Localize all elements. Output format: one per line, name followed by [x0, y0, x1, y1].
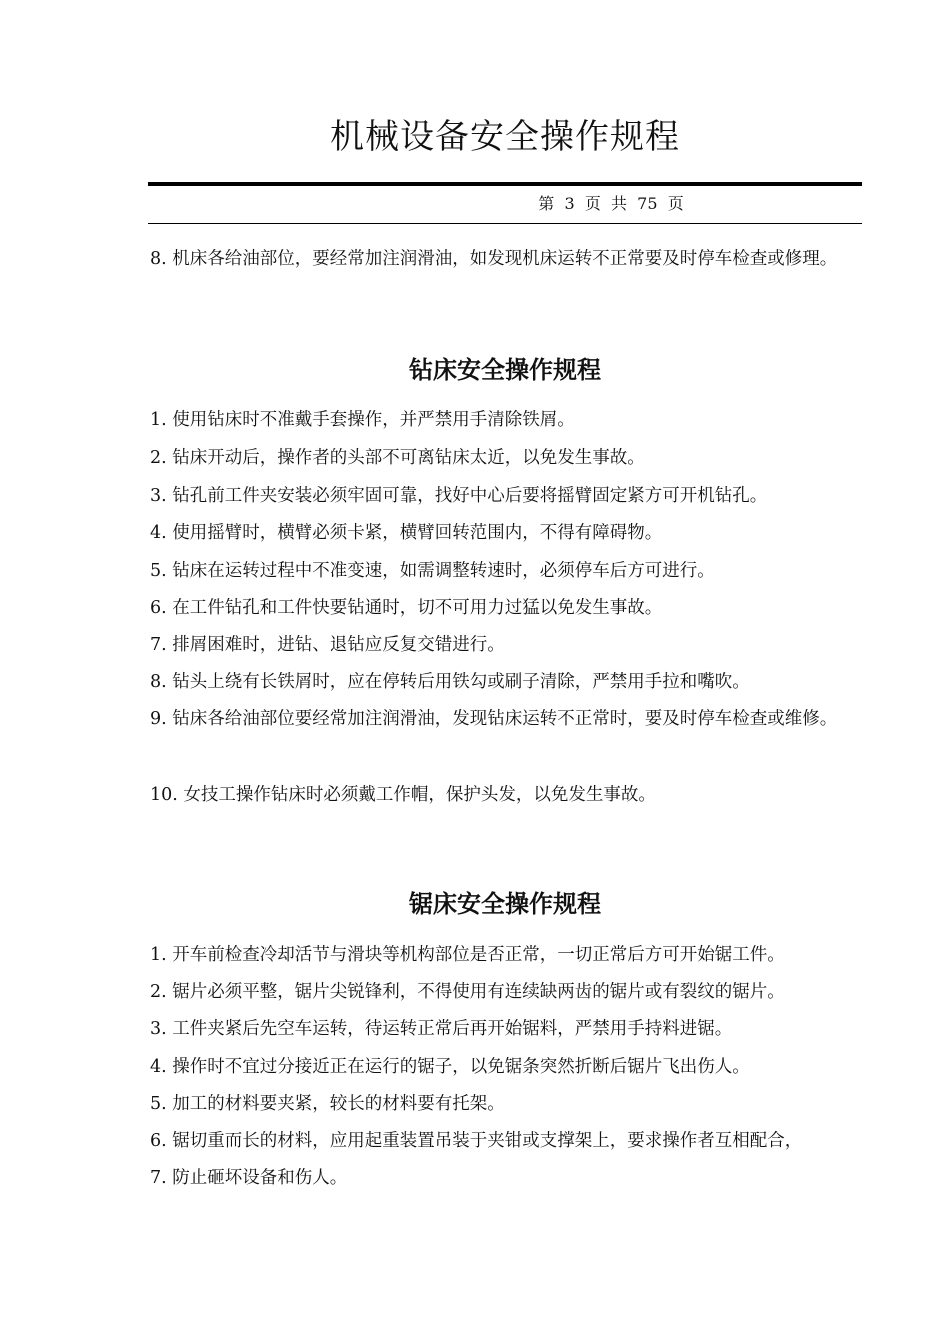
page-indicator: 第 3 页 共 75 页 — [538, 194, 684, 213]
list-item: 4. 使用摇臂时，横臂必须卡紧，横臂回转范围内，不得有障碍物。 — [150, 523, 663, 543]
list-item: 7. 防止砸坏设备和伤人。 — [150, 1168, 348, 1188]
list-item: 2. 钻床开动后，操作者的头部不可离钻床太近，以免发生事故。 — [150, 448, 645, 468]
list-item: 3. 钻孔前工件夹安装必须牢固可靠，找好中心后要将摇臂固定紧方可开机钻孔。 — [150, 486, 768, 506]
list-item: 1. 开车前检查冷却活节与滑块等机构部位是否正常，一切正常后方可开始锯工件。 — [150, 945, 785, 965]
list-item: 5. 加工的材料要夹紧，较长的材料要有托架。 — [150, 1094, 505, 1114]
section-title-drill: 钻床安全操作规程 — [409, 355, 601, 384]
document-title: 机械设备安全操作规程 — [330, 117, 680, 157]
list-item: 6. 在工件钻孔和工件快要钻通时，切不可用力过猛以免发生事故。 — [150, 598, 663, 618]
header-rule-thin — [148, 223, 862, 224]
list-item: 5. 钻床在运转过程中不准变速，如需调整转速时，必须停车后方可进行。 — [150, 561, 715, 581]
list-item: 6. 锯切重而长的材料，应用起重装置吊装于夹钳或支撑架上，要求操作者互相配合， — [150, 1131, 803, 1151]
intro-item: 8. 机床各给油部位，要经常加注润滑油，如发现机床运转不正常要及时停车检查或修理。 — [150, 249, 838, 269]
section-title-saw: 锯床安全操作规程 — [409, 889, 601, 918]
list-item: 9. 钻床各给油部位要经常加注润滑油，发现钻床运转不正常时，要及时停车检查或维修。 — [150, 709, 838, 729]
list-item: 2. 锯片必须平整，锯片尖锐锋利，不得使用有连续缺两齿的锯片或有裂纹的锯片。 — [150, 982, 785, 1002]
list-item: 7. 排屑困难时，进钻、退钻应反复交错进行。 — [150, 635, 505, 655]
list-item: 1. 使用钻床时不准戴手套操作，并严禁用手清除铁屑。 — [150, 410, 575, 430]
list-item: 10. 女技工操作钻床时必须戴工作帽，保护头发，以免发生事故。 — [150, 785, 656, 805]
list-item: 3. 工件夹紧后先空车运转，待运转正常后再开始锯料，严禁用手持料进锯。 — [150, 1019, 733, 1039]
list-item: 8. 钻头上绕有长铁屑时，应在停转后用铁勾或刷子清除，严禁用手拉和嘴吹。 — [150, 672, 750, 692]
header-rule-thick — [148, 182, 862, 186]
list-item: 4. 操作时不宜过分接近正在运行的锯子，以免锯条突然折断后锯片飞出伤人。 — [150, 1057, 750, 1077]
